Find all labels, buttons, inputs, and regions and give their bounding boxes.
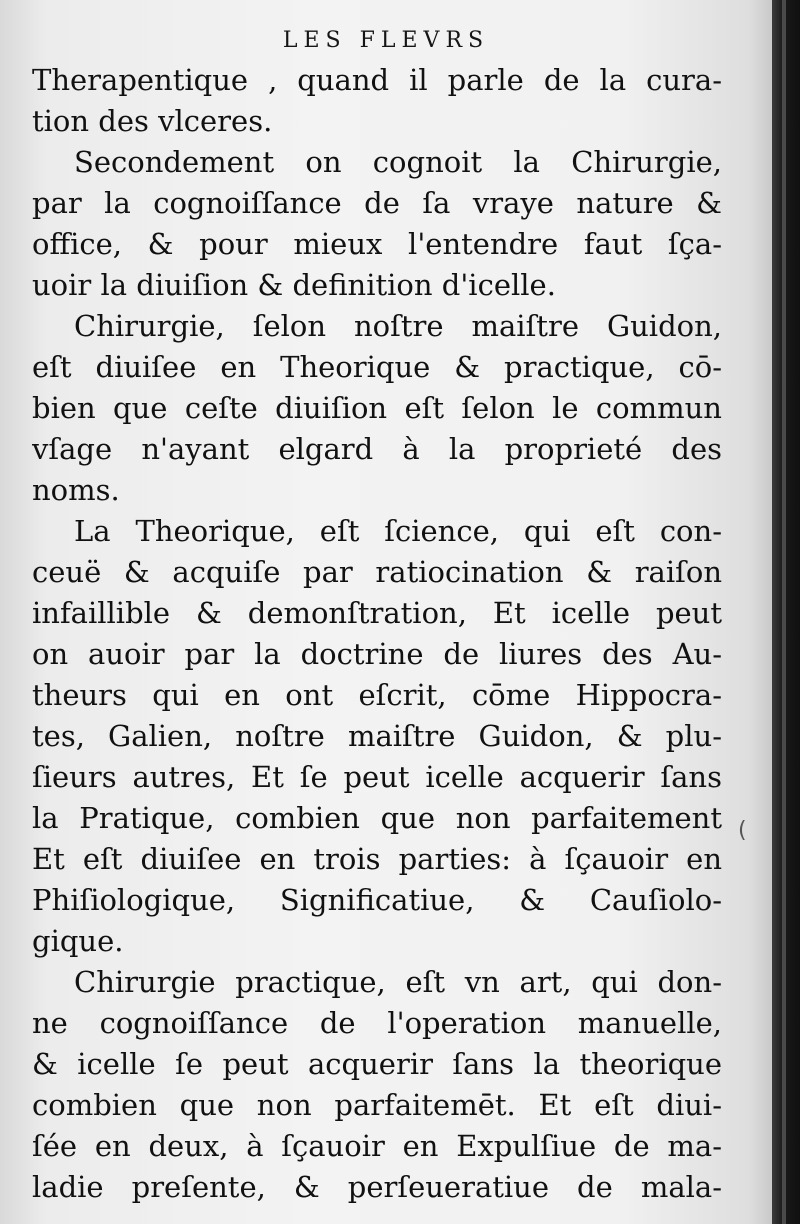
text-line: ladie preſente, & perſeueratiue de mala- (32, 1170, 722, 1204)
running-head: LES FLEVRS (282, 28, 490, 53)
body-text (32, 60, 722, 1208)
text-line: office, & pour mieux l'entendre faut ſça- (32, 227, 722, 261)
text-line: on auoir par la doctrine de liures des Au- (32, 637, 722, 671)
text-line: Therapentique , quand il parle de la cura- (32, 63, 722, 97)
text-line: eſt diuiſee en Theorique & practique, cō- (32, 350, 722, 384)
text-line: Secondement on cognoit la Chirurgie, (74, 145, 722, 179)
margin-mark: ( (738, 818, 747, 843)
text-line: Phiſiologique, Significatiue, & Cauſiolo- (32, 883, 722, 917)
text-line: Et eſt diuiſee en trois parties: à ſçauoir en (32, 842, 722, 876)
text-line: ſieurs autres, Et ſe peut icelle acquerir ſans (32, 760, 722, 794)
text-line: ne cognoiſſance de l'operation manuelle, (32, 1006, 722, 1040)
text-line: noms. (32, 473, 120, 507)
text-line: par la cognoiſſance de ſa vraye nature & (32, 186, 722, 220)
text-line: gique. (32, 924, 124, 958)
text-line: & icelle ſe peut acquerir ſans la theorique (32, 1047, 722, 1081)
text-line: ſée en deux, à ſçauoir en Expulſiue de ma- (32, 1129, 722, 1163)
text-line: theurs qui en ont eſcrit, cōme Hippocra- (32, 678, 722, 712)
text-line: ceuë & acquiſe par ratiocination & raiſon (32, 555, 722, 589)
text-line: uoir la diuiſion & definition d'icelle. (32, 268, 556, 302)
text-line: combien que non parfaitemēt. Et eſt diui- (32, 1088, 722, 1122)
text-line: Chirurgie, ſelon noſtre maiſtre Guidon, (74, 309, 722, 343)
text-line: La Theorique, eſt ſcience, qui eſt con- (74, 514, 722, 548)
text-line: la Pratique, combien que non parfaitement (32, 801, 722, 835)
text-line: infaillible & demonſtration, Et icelle peut (32, 596, 722, 630)
next-page-edge (782, 0, 786, 1224)
book-gutter (772, 0, 800, 1224)
text-line: bien que ceſte diuiſion eſt ſelon le commun (32, 391, 722, 425)
text-line: vſage n'ayant elgard à la proprieté des (32, 432, 722, 466)
text-line: Chirurgie practique, eſt vn art, qui don- (74, 965, 722, 999)
text-line: tes, Galien, noſtre maiſtre Guidon, & plu- (32, 719, 722, 753)
text-line: tion des vlceres. (32, 104, 273, 138)
